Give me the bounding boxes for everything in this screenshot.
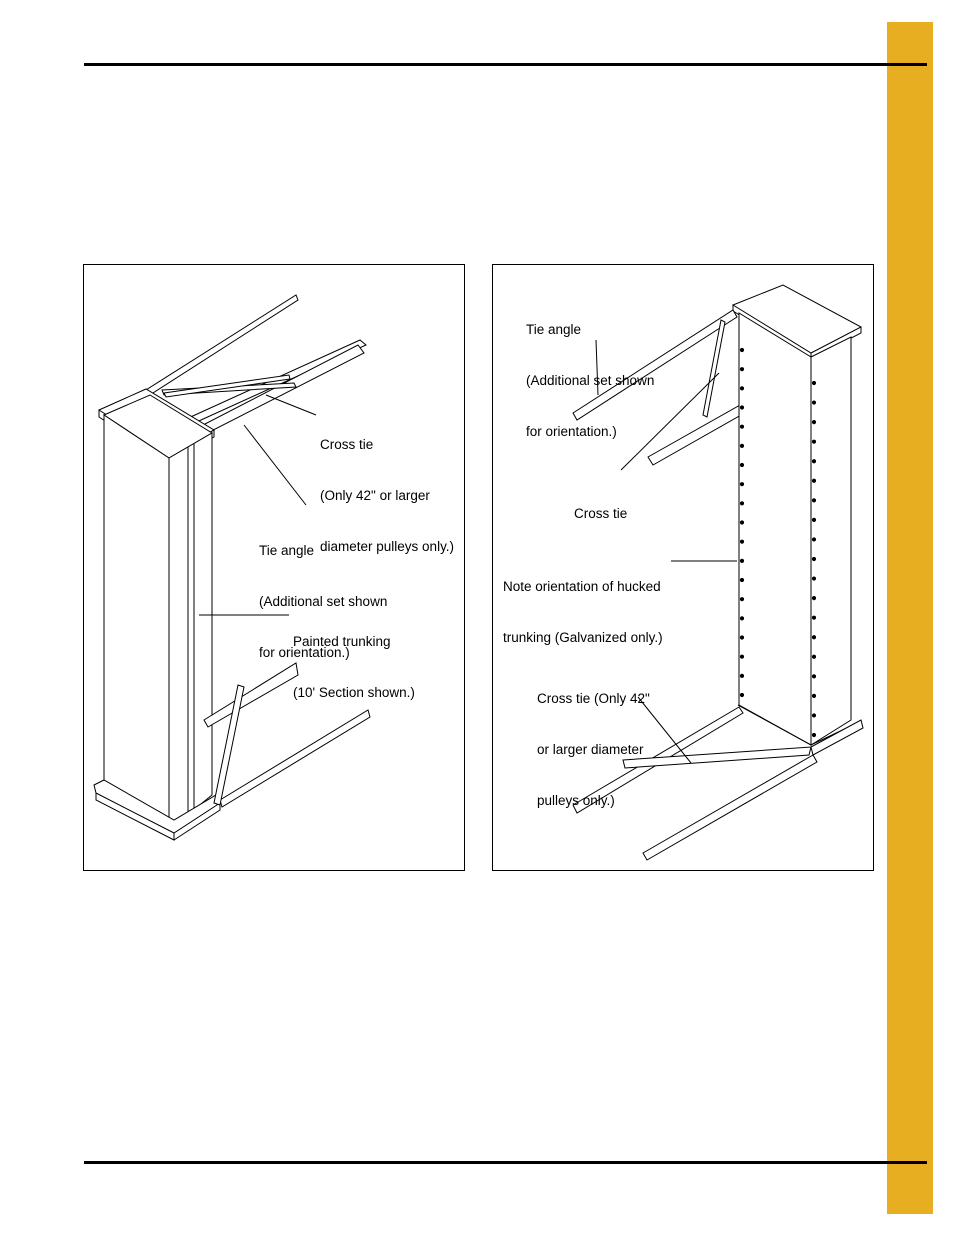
header-rule (84, 63, 927, 66)
huck-fastener (740, 444, 743, 447)
huck-fastener (812, 557, 815, 560)
cross-tie-label: Cross tie (Only 42" or larger diameter pulleys only.) (320, 437, 455, 554)
hucked-trunking-label: Note orientation of hucked trunking (Galvanized only.) (503, 579, 663, 645)
huck-fastener (812, 597, 815, 600)
huck-fastener (740, 483, 743, 486)
huck-fastener (812, 636, 815, 639)
huck-fastener (812, 733, 815, 736)
huck-fastener (740, 617, 743, 620)
huck-fastener (740, 521, 743, 524)
huck-fastener (740, 674, 743, 677)
huck-fastener (740, 387, 743, 390)
huck-fastener (740, 559, 743, 562)
huck-fastener (812, 577, 815, 580)
huck-fastener (812, 538, 815, 541)
huck-fastener (812, 381, 815, 384)
tie-angle-label: Tie angle (Additional set shown for orientation.) (526, 322, 655, 439)
cross-tie-top-label: Cross tie (574, 506, 628, 521)
painted-trunking-figure (83, 264, 465, 871)
huck-fastener (740, 693, 743, 696)
huck-fastener (740, 368, 743, 371)
huck-fastener (740, 540, 743, 543)
huck-fastener (740, 598, 743, 601)
huck-fastener (740, 578, 743, 581)
huck-fastener (740, 425, 743, 428)
huck-fastener (812, 401, 815, 404)
tie-angle-label: Tie angle (Additional set shown for orientation.) (259, 543, 388, 660)
huck-fastener (812, 421, 815, 424)
huck-fastener (812, 460, 815, 463)
huck-fastener (812, 518, 815, 521)
huck-fastener (812, 499, 815, 502)
huck-fastener (812, 655, 815, 658)
huck-fastener (740, 406, 743, 409)
painted-trunking-label: Painted trunking (10' Section shown.) (293, 634, 415, 700)
huck-fastener (812, 694, 815, 697)
hucked-trunking-figure (492, 264, 874, 871)
huck-fastener (740, 348, 743, 351)
huck-fastener (740, 463, 743, 466)
footer-rule (84, 1161, 927, 1164)
huck-fastener (740, 655, 743, 658)
huck-fastener (812, 440, 815, 443)
huck-fastener (812, 675, 815, 678)
huck-fastener (740, 636, 743, 639)
cross-tie-bottom-label: Cross tie (Only 42" or larger diameter pulleys only.) (537, 691, 650, 808)
huck-fastener (812, 616, 815, 619)
huck-fastener (812, 714, 815, 717)
huck-fastener (740, 502, 743, 505)
chapter-tab (887, 22, 933, 1214)
huck-fastener (812, 479, 815, 482)
